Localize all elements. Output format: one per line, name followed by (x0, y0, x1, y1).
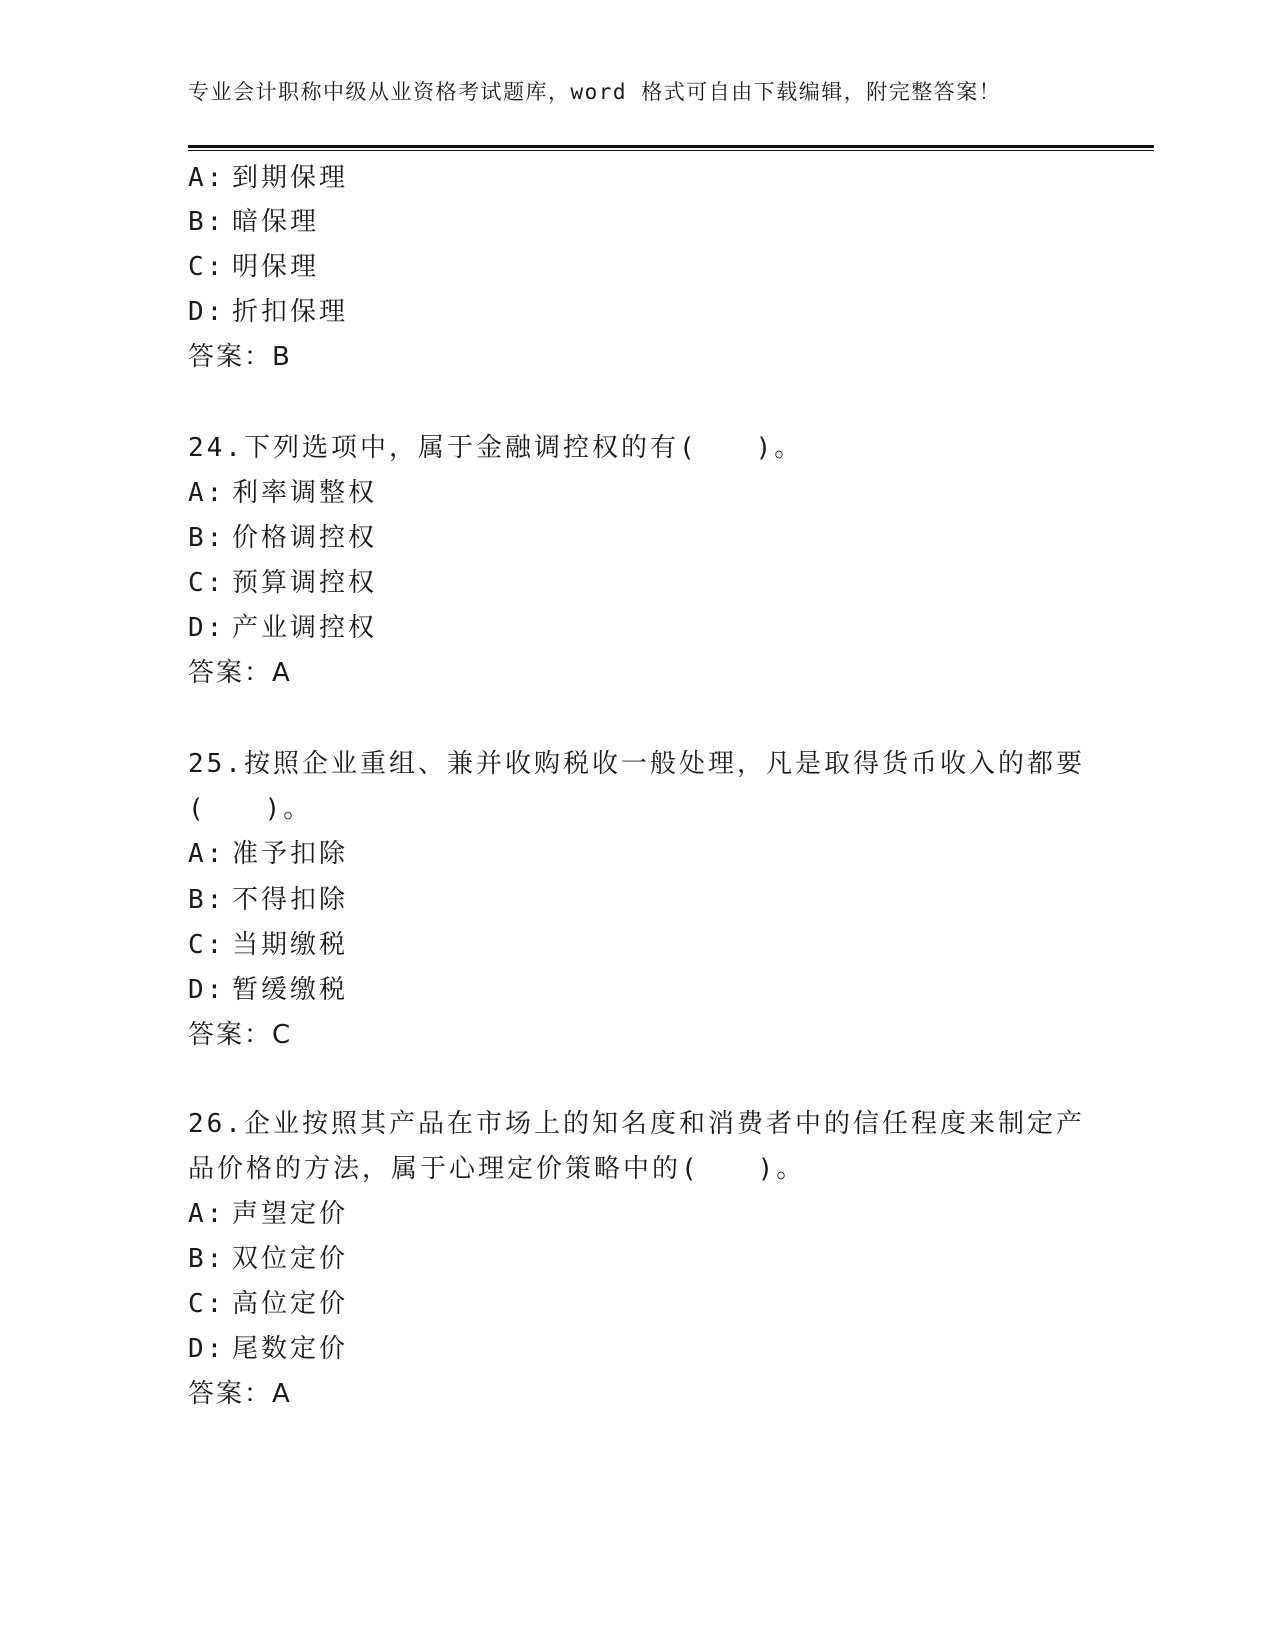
option-text: 准予扣除 (232, 839, 349, 869)
option-c (188, 251, 319, 283)
page-header: 专业会计职称中级从业资格考试题库，word 格式可自由下载编辑，附完整答案！ (188, 80, 1002, 104)
option-text: 到期保理 (232, 163, 349, 193)
option-a (188, 838, 348, 870)
option-text: 暗保理 (232, 207, 320, 237)
option-letter: B: (188, 207, 226, 237)
option-letter: C: (188, 252, 226, 282)
option-text: 声望定价 (232, 1199, 349, 1229)
option-letter: A: (188, 478, 226, 508)
option-c (188, 1288, 348, 1320)
option-letter: D: (188, 297, 226, 327)
answer-line: 答案：B (188, 342, 292, 372)
option-b (188, 522, 377, 554)
option-letter: B: (188, 885, 226, 915)
question-stem-cont: ( )。 (188, 794, 313, 824)
question-stem: 24.下列选项中，属于金融调控权的有( )。 (188, 433, 804, 463)
option-letter: C: (188, 1289, 226, 1319)
question-stem-cont: 品价格的方法，属于心理定价策略中的( )。 (188, 1154, 806, 1184)
question-stem: 26.企业按照其产品在市场上的知名度和消费者中的信任程度来制定产 (188, 1109, 1085, 1139)
option-b (188, 206, 319, 238)
option-text: 高位定价 (232, 1289, 349, 1319)
option-a (188, 162, 348, 194)
option-letter: A: (188, 1199, 226, 1229)
option-text: 双位定价 (232, 1244, 349, 1274)
option-text: 不得扣除 (232, 885, 349, 915)
option-text: 当期缴税 (232, 930, 349, 960)
option-letter: D: (188, 1334, 226, 1364)
option-letter: D: (188, 613, 226, 643)
option-c (188, 567, 377, 599)
option-text: 价格调控权 (232, 523, 378, 553)
option-text: 折扣保理 (232, 297, 349, 327)
option-letter: C: (188, 568, 226, 598)
option-b (188, 1243, 348, 1275)
option-letter: B: (188, 1244, 226, 1274)
option-d (188, 296, 348, 328)
option-letter: A: (188, 163, 226, 193)
option-text: 利率调整权 (232, 478, 378, 508)
option-letter: A: (188, 839, 226, 869)
answer-line: 答案：A (188, 658, 292, 688)
option-letter: C: (188, 930, 226, 960)
option-text: 明保理 (232, 252, 320, 282)
question-stem: 25.按照企业重组、兼并收购税收一般处理，凡是取得货币收入的都要 (188, 749, 1085, 779)
option-letter: D: (188, 975, 226, 1005)
option-text: 尾数定价 (232, 1334, 349, 1364)
option-text: 产业调控权 (232, 613, 378, 643)
option-letter: B: (188, 523, 226, 553)
answer-line: 答案：A (188, 1379, 292, 1409)
option-a (188, 477, 377, 509)
option-text: 暂缓缴税 (232, 975, 349, 1005)
header-rule-thick (188, 145, 1154, 148)
option-d (188, 1333, 348, 1365)
option-c (188, 929, 348, 961)
option-d (188, 974, 348, 1006)
answer-line: 答案：C (188, 1020, 293, 1050)
option-text: 预算调控权 (232, 568, 378, 598)
header-rule-thin (188, 150, 1154, 151)
option-b (188, 884, 348, 916)
option-a (188, 1198, 348, 1230)
option-d (188, 612, 377, 644)
